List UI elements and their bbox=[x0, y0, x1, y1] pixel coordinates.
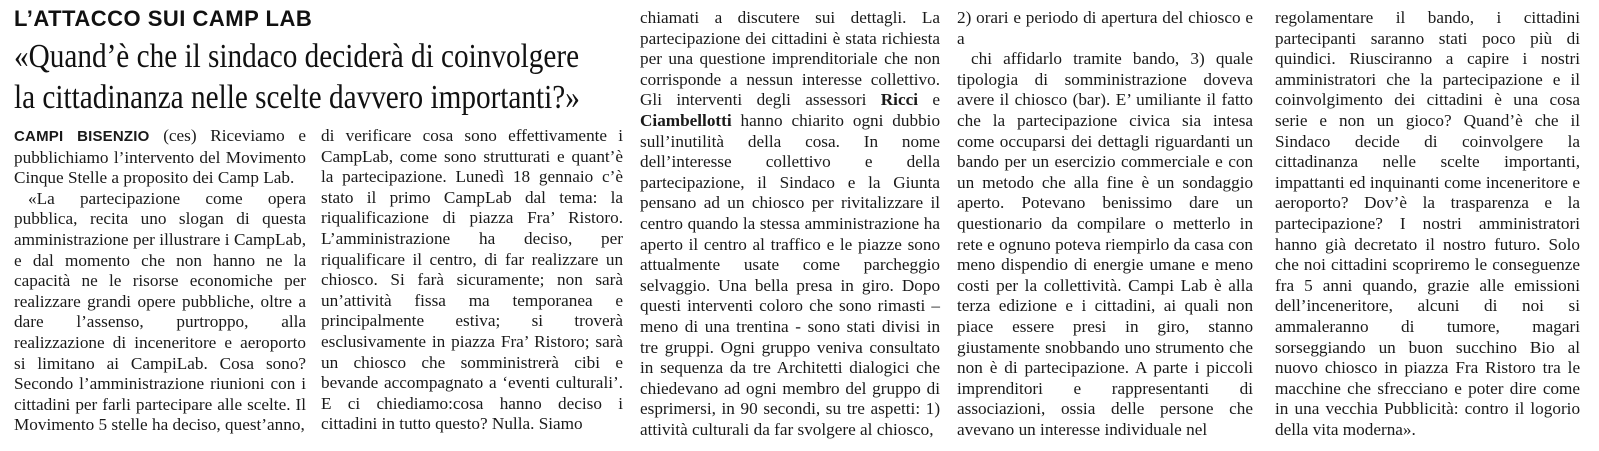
intro-text: (ces) Riceviamo e pubblichiamo l’intervento del Movimento Cinque Stelle a proposito dei Camp Lab. bbox=[14, 126, 307, 188]
article-body-2 bbox=[1275, 8, 1580, 440]
article-body bbox=[321, 126, 623, 435]
article-body bbox=[640, 8, 940, 440]
assessor-name-2: Ciambellotti bbox=[640, 110, 732, 130]
article-column-2 bbox=[321, 126, 623, 435]
article-column-1 bbox=[14, 126, 306, 436]
headline-line-2: la cittadinanza nelle scelte davvero importanti?» bbox=[14, 79, 580, 116]
article-column-3 bbox=[640, 8, 940, 440]
article-intro bbox=[14, 126, 306, 189]
article-column-5 bbox=[1275, 8, 1580, 440]
body-text-1: chiamati a discutere sui dettagli. La partecipazione dei cittadini è stata richiesta per una questione imprenditoriale che non corrisponde a nessun interesse collettivo. Gli interventi degli assessori bbox=[640, 8, 941, 110]
assessor-name-1: Ricci bbox=[880, 90, 918, 110]
conjunction: e bbox=[932, 90, 940, 110]
kicker: L’ATTACCO SUI CAMP LAB bbox=[14, 6, 313, 31]
article-body bbox=[957, 8, 1253, 49]
body-text-2: 2) orari e periodo di apertura del chiosco e a bbox=[957, 8, 1254, 48]
headline-line-1: «Quand’è che il sindaco deciderà di coinvolgere bbox=[14, 38, 580, 75]
body-text-1: di verificare cosa sono effettivamente i CampLab, come sono strutturati e quant’è la partecipazione. Lunedì 18 gennaio c’è stato il primo CampLab dal tema: la riqualificazione di piazza Fra’ Ristoro. L’amministrazione ha deciso, per riqualificare il centro, di far realizzare un chiosco. Si farà sicuramente; non sarà un’attività fissa ma temporanea e principalmente estiva; si troverà esclusivamente in piazza Fra’ Ristoro; sarà un chiosco che somministrerà cibi e bevande accompagnato a ‘eventi culturali’. E ci chiediamo:cosa hanno deciso i cittadini in tutto questo? Nulla. Siamo bbox=[321, 126, 624, 434]
body-text-3: regolamentare il bando, i cittadini partecipanti saranno stati poco più di quindici. Riusciranno a capire i nostri amministratori che la partecipazione e il coinvolgimento dei cittadini è una cosa serie e non un gioco? Quand’è che il Sindaco decide di coinvolgere la cittadinanza nelle scelte importanti, impattanti ed inquinanti come inceneritore e aeroporto? Dov’è la trasparenza e la partecipazione? I nostri amministratori hanno già decretato il nostro futuro. Solo che noi cittadini scopriremo le conseguenze fra 5 anni quando, grazie alle emissioni dell’inceneritore, alcuni di noi si ammaleranno di tumore, magari sorseggiando un buon succhino Bio al nuovo chiosco in piazza Fra Ristoro tra le macchine che sfrecciano e poter dire come in una vecchia Pubblicità: contro il logorio della vita moderna». bbox=[1275, 8, 1581, 439]
body-text-2: hanno chiarito ogni dubbio sull’inutilità della cosa. In nome dell’interesse collettivo e della partecipazione, il Sindaco e la Giunta pensano ad un chiosco per rivitalizzare il centro quando la stessa amministrazione ha aperto il centro al traffico e le piazze sono attualmente usate come parcheggio selvaggio. Una bella presa in giro. Dopo questi interventi coloro che sono rimasti – meno di una trentina - sono stati divisi in tre gruppi. Ogni gruppo veniva consultato in sequenza da tre Architetti dialogici che chiedevano ad ogni membro del gruppo di esprimersi, in 90 secondi, su tre aspetti: 1) attività culturali da far svolgere al chiosco, bbox=[640, 110, 941, 439]
body-text-3: chi affidarlo tramite bando, 3) quale tipologia di somministrazione doveva avere il chiosco (bar). E’ umiliante il fatto che la partecipazione civica sia intesa come occuparsi dei dettagli riguardanti un bando per un esercizio commerciale e con un metodo che alla fine è un sondaggio aperto. Potevano benissimo dare un questionario da compilare o metterlo in rete e ognuno poteva riempirlo da casa con meno dispendio di energie umane e meno costi per la collettività. Campi Lab è alla terza edizione e i cittadini, ai quali non piace essere presi in giro, stanno giustamente snobbando uno strumento che non è di partecipazione. A parte i piccoli imprenditori e rappresentanti di associazioni, ossia delle persone che avevano un interesse individuale nel bbox=[957, 49, 1254, 439]
article-body bbox=[14, 189, 306, 436]
dateline: CAMPI BISENZIO bbox=[14, 128, 150, 145]
article-column-4 bbox=[957, 8, 1253, 440]
headline bbox=[14, 36, 580, 118]
body-text-1: «La partecipazione come opera pubblica, recita uno slogan di questa amministrazione per illustrare i CampLab, e dal momento che non hanno ne la capacità ne le risorse economiche per realizzare grandi opere pubbliche, oltre a dare l’assenso, purtroppo, alla realizzazione di inceneritore e aeroporto si limitano ai CampiLab. Cosa sono? Secondo l’amministrazione riunioni con i cittadini per farli partecipare alle scelte. Il Movimento 5 stelle ha deciso, quest’anno, bbox=[14, 188, 307, 435]
article-body-2 bbox=[957, 49, 1253, 440]
